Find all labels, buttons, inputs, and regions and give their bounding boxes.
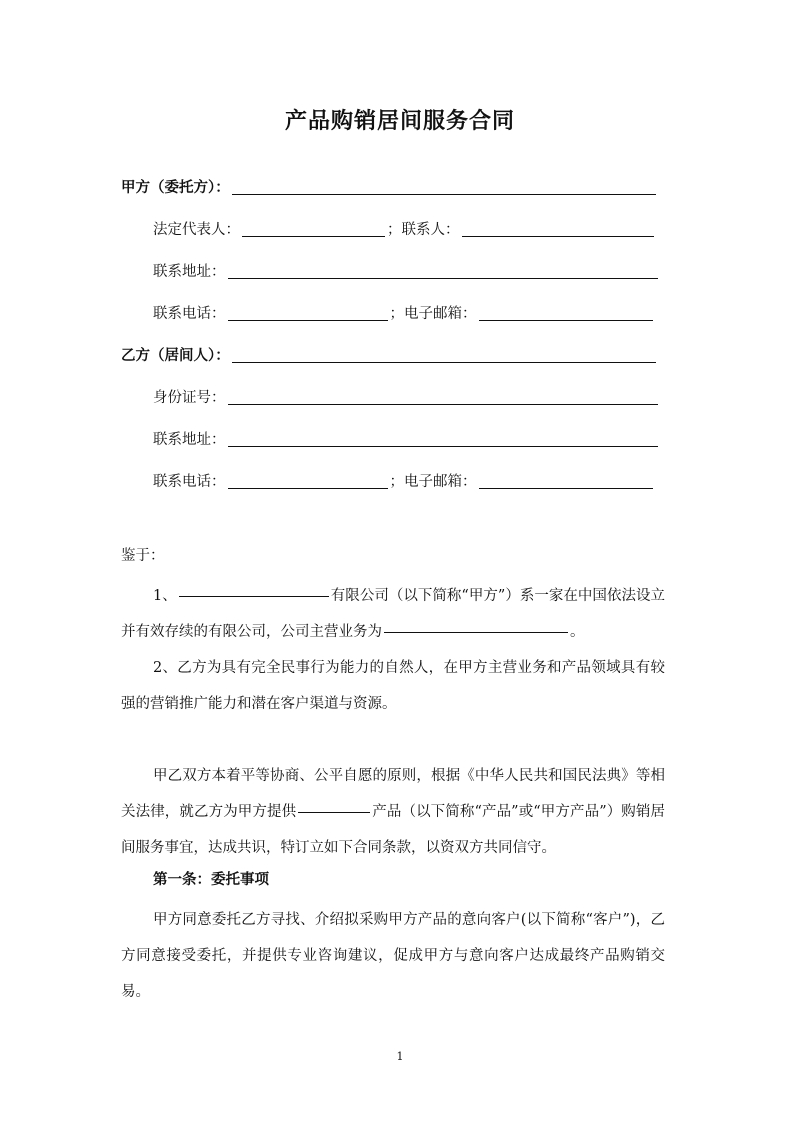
- party-b-email-label: ；电子邮箱：: [389, 474, 477, 490]
- clause-1-middle: 有限公司（以下简称“甲方”）系一家在中国依法: [330, 588, 636, 604]
- party-a-legal-rep-line: [153, 216, 656, 240]
- party-b-heading-line: [121, 342, 658, 366]
- article-1-heading-line: [153, 866, 269, 890]
- article-1-body: 甲方同意委托乙方寻找、介绍拟采购甲方产品的意向客户(以下简称“客户”)，乙方同意接受委托，并提供专业咨询建议，促成甲方与意向客户达成最终产品购销交易。: [121, 912, 665, 1000]
- intro-part-2: 产品（以下简称“产品”或“甲方产品”）购销居间服务事宜，达成共识，特订立如下合同条款，以资双方共同信守。: [121, 804, 666, 856]
- party-a-phone-line: [153, 300, 655, 324]
- whereas-line: [121, 542, 165, 566]
- party-a-heading-line: [121, 174, 658, 198]
- contact-blank[interactable]: [462, 220, 654, 237]
- intro-part-1: 甲乙双方本着平等协商、公平自愿的原则，根据《中华人民共和国民法典》等相关法律，就乙方为甲方提供: [121, 768, 665, 820]
- id-number-label: 身份证号：: [153, 390, 226, 406]
- party-a-phone-blank[interactable]: [228, 304, 388, 321]
- party-b-address-label: 联系地址：: [153, 432, 226, 448]
- party-b-name-blank[interactable]: [232, 346, 656, 363]
- clause-2: 2、乙方为具有完全民事行为能力的自然人，在甲方主营业务和产品领域具有较强的营销推广能力和潜在客户渠道与资源。: [121, 660, 665, 712]
- party-b-phone-blank[interactable]: [228, 472, 388, 489]
- clause-1: [121, 578, 665, 650]
- article-1-heading: 第一条：委托事项: [153, 872, 269, 888]
- intro-paragraph: [121, 758, 665, 866]
- party-b-email-blank[interactable]: [479, 472, 653, 489]
- legal-rep-blank[interactable]: [242, 220, 385, 237]
- document-title: 产品购销居间服务合同: [284, 109, 515, 134]
- party-a-email-label: ；电子邮箱：: [389, 306, 477, 322]
- party-a-address-blank[interactable]: [228, 262, 658, 279]
- party-a-phone-label: 联系电话：: [153, 306, 226, 322]
- party-a-email-blank[interactable]: [479, 304, 653, 321]
- clause-1-line2: 设立并有效存续的有限公司，公司主营业务为: [121, 588, 666, 640]
- main-business-blank[interactable]: [384, 616, 568, 633]
- contact-label: ；联系人：: [387, 222, 460, 238]
- company-name-blank[interactable]: [179, 580, 329, 597]
- party-a-name-blank[interactable]: [232, 178, 656, 195]
- id-number-blank[interactable]: [228, 388, 658, 405]
- party-b-phone-line: [153, 468, 655, 492]
- clause-1-prefix: 1、: [153, 588, 177, 604]
- party-b-heading: 乙方（居间人）：: [121, 348, 230, 364]
- party-a-heading: 甲方（委托方）：: [121, 180, 230, 196]
- page-number: 1: [396, 1050, 404, 1063]
- party-b-address-blank[interactable]: [228, 430, 658, 447]
- whereas-label: 鉴于：: [121, 548, 165, 564]
- product-name-blank[interactable]: [298, 796, 370, 813]
- party-a-address-label: 联系地址：: [153, 264, 226, 280]
- party-b-phone-label: 联系电话：: [153, 474, 226, 490]
- clause-1-end: 。: [570, 624, 585, 640]
- party-b-id-line: [153, 384, 660, 408]
- party-b-address-line: [153, 426, 660, 450]
- legal-rep-label: 法定代表人：: [153, 222, 240, 238]
- party-a-address-line: [153, 258, 660, 282]
